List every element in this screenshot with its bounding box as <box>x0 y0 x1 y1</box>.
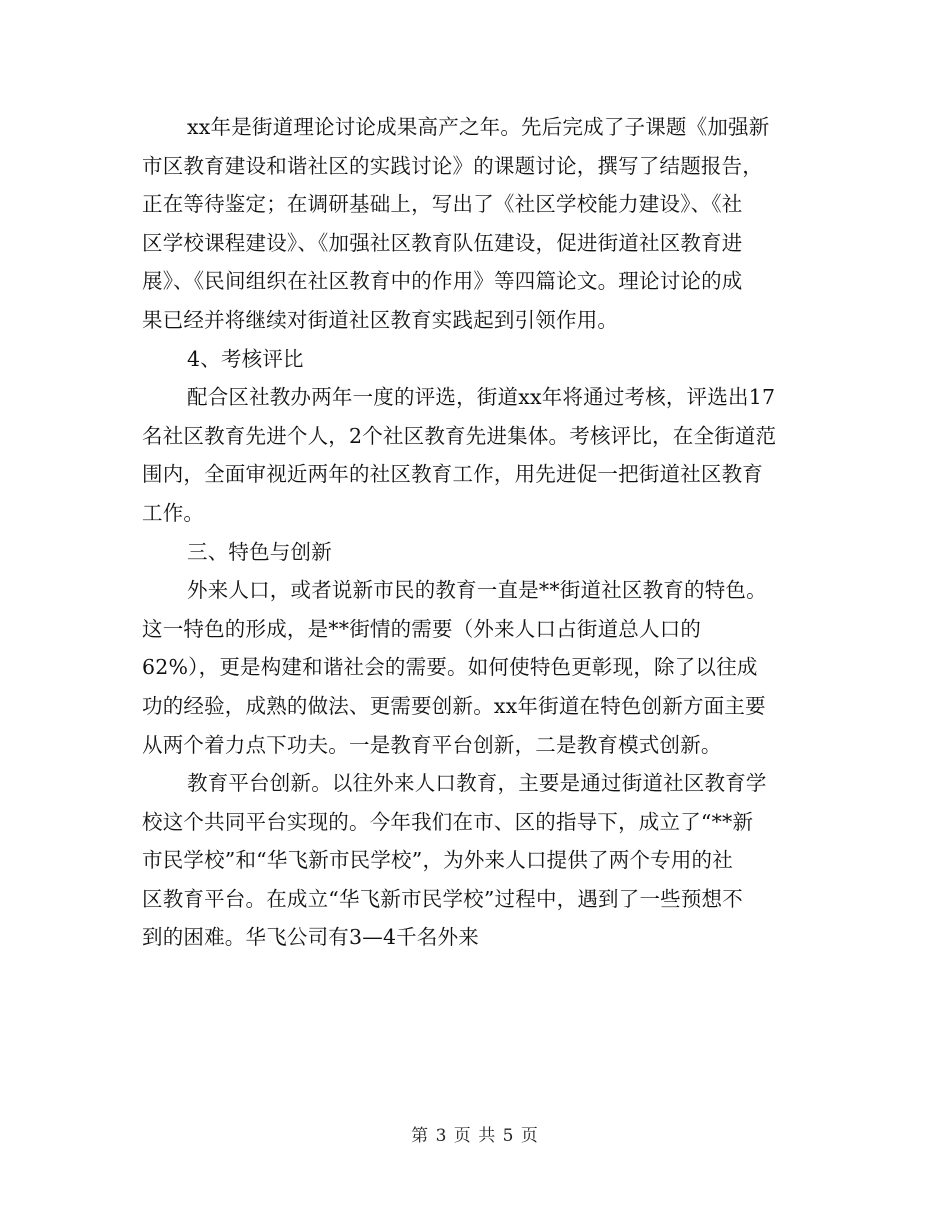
paragraph-line: 名社区教育先进个人，2个社区教育先进集体。考核评比，在全街道范 <box>142 423 777 448</box>
paragraph-line: 到的困难。华飞公司有3—4千名外来 <box>142 925 479 950</box>
paragraph-line: 这一特色的形成，是**街情的需要（外来人口占街道总人口的 <box>142 616 702 641</box>
page-number-footer: 第 3 页 共 5 页 <box>411 1126 539 1146</box>
paragraph-line: 区教育平台。在成立“华飞新市民学校”过程中，遇到了一些预想不 <box>142 886 743 911</box>
section-heading: 三、特色与创新 <box>187 539 332 564</box>
paragraph-line: 从两个着力点下功夫。一是教育平台创新，二是教育模式创新。 <box>142 732 722 757</box>
paragraph-line: 围内，全面审视近两年的社区教育工作，用先进促一把街道社区教育 <box>142 462 763 487</box>
paragraph-line: 正在等待鉴定；在调研基础上，写出了《社区学校能力建设》、《社 <box>142 192 743 217</box>
document-body <box>142 108 812 957</box>
paragraph-line: 工作。 <box>142 500 205 525</box>
paragraph-line: 功的经验，成熟的做法、更需要创新。xx年街道在特色创新方面主要 <box>142 693 766 718</box>
paragraph-line: 展》、《民间组织在社区教育中的作用》等四篇论文。理论讨论的成 <box>142 269 743 294</box>
paragraph-line: 62%），更是构建和谐社会的需要。如何使特色更彰现，除了以往成 <box>142 655 758 680</box>
paragraph-line: 校这个共同平台实现的。今年我们在市、区的指导下，成立了“**新 <box>142 809 754 834</box>
paragraph-line: 区学校课程建设》、《加强社区教育队伍建设，促进街道社区教育进 <box>142 230 743 255</box>
paragraph-line: 教育平台创新。以往外来人口教育，主要是通过街道社区教育学 <box>187 771 767 796</box>
paragraph-line: 配合区社教办两年一度的评选，街道xx年将通过考核，评选出17 <box>187 385 776 410</box>
paragraph-line: 市区教育建设和谐社区的实践讨论》的课题讨论，撰写了结题报告， <box>142 153 763 178</box>
paragraph-line: 果已经并将继续对街道社区教育实践起到引领作用。 <box>142 307 619 332</box>
section-heading: 4、考核评比 <box>187 346 304 371</box>
paragraph-line: 市民学校”和“华飞新市民学校”，为外来人口提供了两个专用的社 <box>142 848 733 873</box>
paragraph-line: 外来人口，或者说新市民的教育一直是**街道社区教育的特色。 <box>187 578 767 603</box>
paragraph-line: xx年是街道理论讨论成果高产之年。先后完成了子课题《加强新 <box>187 115 770 139</box>
